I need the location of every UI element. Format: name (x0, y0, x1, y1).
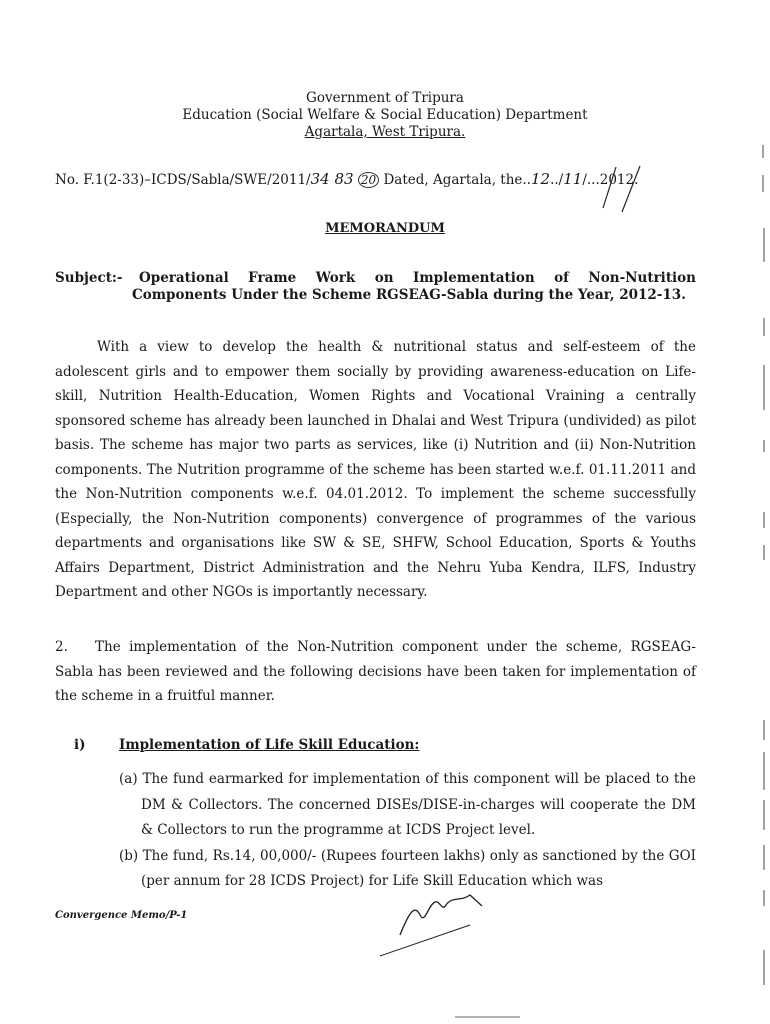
subject-label: Subject:- (55, 270, 123, 286)
reference-number: No. F.1(2-33)–ICDS/Sabla/SWE/2011/ (55, 172, 311, 188)
section-i-number: i) (74, 737, 86, 753)
reference-line: No. F.1(2-33)–ICDS/Sabla/SWE/2011/34 83 20 Dated, Agartala, the..12../11/...2012. (55, 170, 639, 188)
section-i (74, 737, 420, 753)
header-department: Education (Social Welfare & Social Education) Department (182, 107, 588, 123)
header-location: Agartala, West Tripura. (304, 124, 466, 140)
paragraph-2-text: The implementation of the Non-Nutrition component under the scheme, RGSEAG-Sabla has been reviewed and the following decisions have been taken for implementation of the scheme in a fruitful manner. (55, 639, 696, 704)
signature-underline (380, 925, 470, 956)
date-month: 11 (563, 170, 583, 188)
footer-page-note: Convergence Memo/P-1 (55, 910, 188, 921)
header-government: Government of Tripura (306, 90, 464, 106)
paragraph-1: With a view to develop the health & nutritional status and self-esteem of the adolescent girls and to empower them socially by providing awareness-education on Life-skill, Nutrition Health-Education, Women Rights and Vocational Vraining a centrally sponsored scheme has already been launched in Dhalai and West Tripura (undivided) as pilot basis. The scheme has major two parts as services, like (i) Nutrition and (ii) Non-Nutrition components. The Nutrition programme of the scheme has been started w.e.f. 01.11.2011 and the Non-Nutrition components w.e.f. 04.01.2012. To implement the scheme successfully (Especially, the Non-Nutrition components) convergence of programmes of the various departments and organisations like SW & SE, SHFW, School Education, Sports & Youths Affairs Department, District Administration and the Nehru Yuba Kendra, ILFS, Industry Department and other NGOs is importantly necessary. (55, 339, 696, 600)
list-item: (b) The fund, Rs.14, 00,000/- (Rupees fourteen lakhs) only as sanctioned by the GOI (per annum for 28 ICDS Project) for Life Skill Education which was (119, 847, 696, 889)
list-item: (a) The fund earmarked for implementation of this component will be placed to the DM & Collectors. The concerned DISEs/DISE-in-charges will cooperate the DM & Collectors to run the programme at ICDS Project level. (119, 771, 696, 838)
date-year: 2012. (599, 172, 639, 188)
memo-title: MEMORANDUM (325, 221, 445, 236)
subject-line-2: Components Under the Scheme RGSEAG-Sabla during the Year, 2012-13. (132, 287, 686, 303)
circled-annotation: 20 (358, 172, 379, 188)
paragraph-2 (55, 635, 696, 709)
date-day: 12 (530, 170, 551, 188)
section-i-heading: Implementation of Life Skill Education: (119, 737, 420, 753)
margin-scan-marks (763, 145, 764, 985)
subject-line-1: Operational Frame Work on Implementation of Non-Nutrition (139, 270, 696, 286)
handwritten-number: 34 83 (310, 170, 354, 188)
paragraph-2-number: 2. (55, 639, 68, 655)
signature-mark (400, 895, 482, 935)
section-i-items (119, 767, 696, 895)
dated-label: Dated, Agartala, the (383, 172, 523, 188)
